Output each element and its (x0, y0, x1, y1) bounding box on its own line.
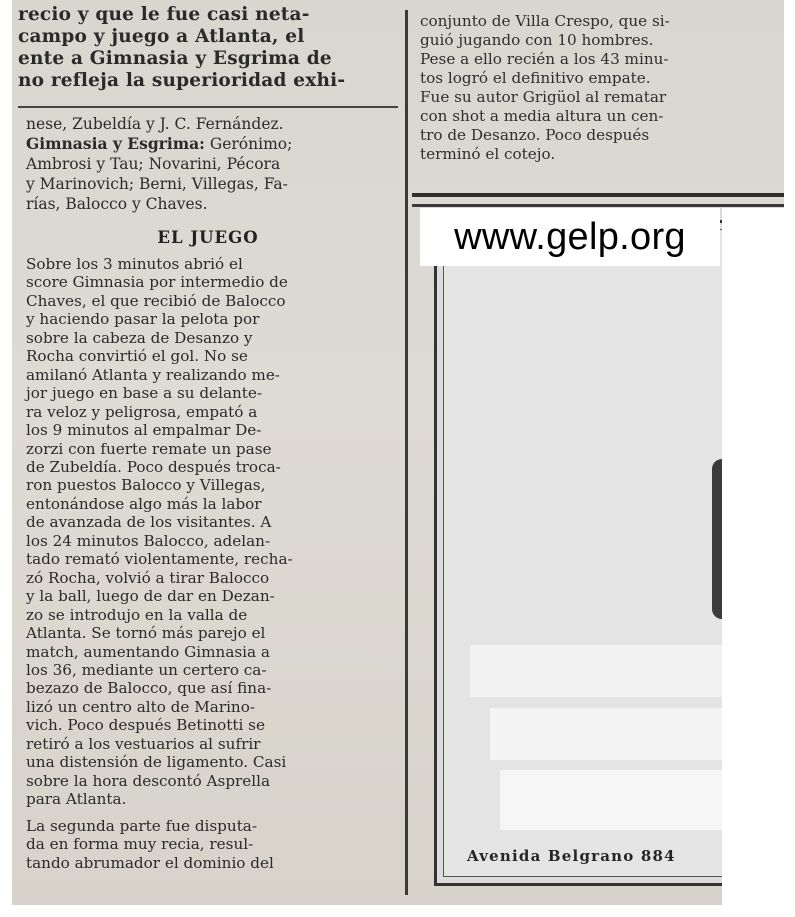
text-line: y haciendo pasar la pelota por (26, 310, 260, 329)
text-line: Rocha convirtió el gol. No se (26, 347, 248, 366)
text-line: de avanzada de los visitantes. A (26, 513, 272, 532)
text-line: La segunda parte fue disputa- (26, 816, 257, 835)
ad-address: Avenida Belgrano 884 (467, 847, 676, 865)
text-line: vich. Poco después Betinotti se (26, 716, 265, 735)
text-line: conjunto de Villa Crespo, que si- (420, 12, 670, 30)
column-divider (405, 10, 408, 895)
text-line: entonándose algo más la labor (26, 494, 262, 513)
lineup-line: Ambrosi y Tau; Novarini, Pécora (26, 155, 281, 173)
divider (18, 106, 398, 108)
divider (412, 204, 784, 207)
text-line: ron puestos Balocco y Villegas, (26, 476, 266, 495)
text-line: zorzi con fuerte remate un pase (26, 439, 272, 458)
text-line: match, aumentando Gimnasia a (26, 642, 270, 661)
text-line: score Gimnasia por intermedio de (26, 273, 288, 292)
text-line: Sobre los 3 minutos abrió el (26, 255, 243, 273)
text-line: tro de Desanzo. Poco después (420, 126, 650, 144)
text-line: con shot a media altura un cen- (420, 107, 664, 125)
faded-area (470, 645, 730, 697)
blank-area (0, 905, 795, 917)
text-line: jor juego en base a su delante- (26, 384, 263, 403)
text-line: de Zubeldía. Poco después troca- (26, 457, 281, 476)
text-line: tando abrumador el dominio del (26, 853, 274, 872)
text-line: zó Rocha, volvió a tirar Balocco (26, 568, 270, 587)
text-line: los 24 minutos Balocco, adelan- (26, 531, 271, 550)
text-line: lizó un centro alto de Marino- (26, 697, 255, 716)
text-line: y la ball, luego de dar en Dezan- (26, 587, 275, 606)
header-block (18, 4, 398, 92)
text-line: sobre la cabeza de Desanzo y (26, 328, 253, 347)
text-line: ra veloz y peligrosa, empató a (26, 402, 258, 421)
text-line: los 36, mediante un certero ca- (26, 660, 267, 679)
continuation-text (420, 12, 780, 164)
faded-area (500, 770, 730, 830)
lineup-line: rías, Balocco y Chaves. (26, 195, 208, 213)
article-paragraph (26, 255, 398, 809)
lineup-line: y Marinovich; Berni, Villegas, Fa- (26, 175, 288, 193)
divider (412, 193, 784, 197)
blank-area (722, 208, 795, 917)
text-line: guió jugando con 10 hombres. (420, 31, 654, 49)
text-line: los 9 minutos al empalmar De- (26, 421, 262, 440)
watermark: www.gelp.org (420, 208, 720, 266)
text-line: Pese a ello recién a los 43 minu- (420, 50, 669, 68)
lineup-line: Gimnasia y Esgrima: Gerónimo; (26, 134, 293, 153)
text-line: tos logró el definitivo empate. (420, 69, 651, 87)
text-line: terminó el cotejo. (420, 145, 556, 163)
text-line: bezazo de Balocco, que así fina- (26, 679, 272, 698)
text-line: Chaves, el que recibió de Balocco (26, 291, 286, 310)
text-line: zo se introdujo en la valla de (26, 605, 248, 624)
text-line: una distensión de ligamento. Casi (26, 753, 287, 772)
text-line: amilanó Atlanta y realizando me- (26, 365, 280, 384)
text-line: Fue su autor Grigüol al rematar (420, 88, 667, 106)
header-line: campo y juego a Atlanta, el (18, 26, 305, 47)
text-line: tado remató violentamente, recha- (26, 550, 293, 569)
text-line: da en forma muy recia, resul- (26, 835, 254, 854)
text-line: para Atlanta. (26, 790, 127, 809)
header-line: recio y que le fue casi neta- (18, 4, 310, 25)
text-line: retiró a los vestuarios al sufrir (26, 734, 261, 753)
text-line: Atlanta. Se tornó más parejo el (26, 624, 266, 643)
lineup-block (18, 114, 398, 214)
header-line: no refleja la superioridad exhi- (18, 70, 346, 91)
section-title: EL JUEGO (157, 228, 259, 247)
left-column (18, 0, 398, 905)
header-line: ente a Gimnasia y Esgrima de (18, 48, 332, 69)
faded-area (490, 708, 730, 760)
lineup-line: nese, Zubeldía y J. C. Fernández. (26, 115, 284, 133)
article-paragraph (26, 817, 398, 872)
text-line: sobre la hora descontó Asprella (26, 771, 271, 790)
